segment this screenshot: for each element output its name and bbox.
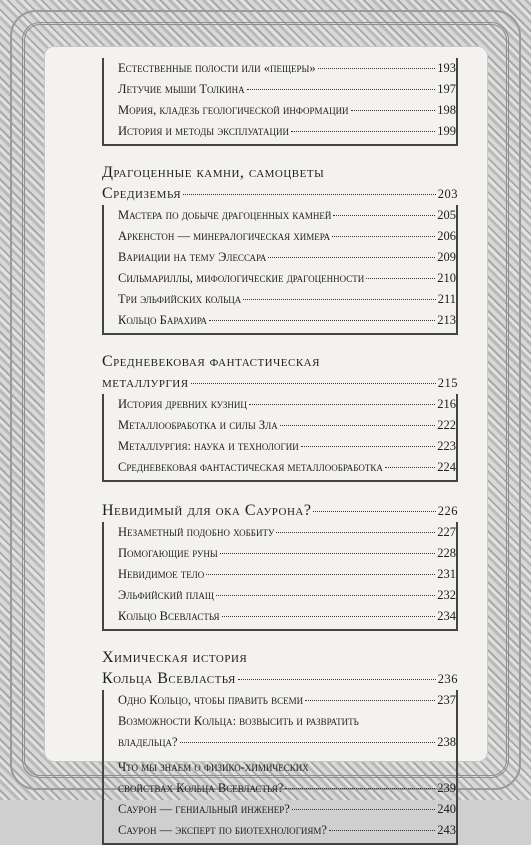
toc-entry[interactable]: Кольцо Барахира 213 [118, 313, 456, 327]
section-heading[interactable]: Драгоценные камни, самоцветы Средиземья 203 [102, 164, 458, 202]
toc-entry[interactable]: Помогающие руны 228 [118, 546, 456, 560]
toc-entry[interactable]: Возможности Кольца: возвысить и развратить владельца? 238 [118, 714, 456, 749]
section-entries [102, 522, 458, 631]
section-heading[interactable]: Невидимый для ока Саурона? 226 [102, 502, 458, 519]
section-entries [102, 394, 458, 482]
toc-entry[interactable]: История и методы эксплуатации 199 [118, 124, 456, 138]
toc-entry[interactable]: История древних кузниц 216 [118, 397, 456, 411]
toc-entry[interactable]: Вариации на тему Элессара 209 [118, 250, 456, 264]
section-heading[interactable]: Химическая история Кольца Всевластья 236 [102, 649, 458, 687]
toc-entry[interactable]: Эльфийский плащ 232 [118, 588, 456, 602]
toc-entry[interactable]: Средневековая фантастическая металлообработка 224 [118, 460, 456, 474]
toc-entry[interactable]: Естественные полости или «пещеры» 193 [118, 61, 456, 75]
section-entries [102, 205, 458, 335]
table-of-contents [102, 58, 458, 845]
toc-entry[interactable]: Летучие мыши Толкина 197 [118, 82, 456, 96]
toc-entry[interactable]: Сильмариллы, мифологические драгоценности 210 [118, 271, 456, 285]
toc-entry[interactable]: Мастера по добыче драгоценных камней 205 [118, 208, 456, 222]
section-heading[interactable]: Средневековая фантастическая металлургия 215 [102, 353, 458, 391]
toc-entry[interactable]: Три эльфийских кольца 211 [118, 292, 456, 306]
toc-entry[interactable]: Кольцо Всевластья 234 [118, 609, 456, 623]
toc-entry[interactable]: Аркенстон — минералогическая химера 206 [118, 229, 456, 243]
toc-entry[interactable]: Что мы знаем о физико-химических свойствах Кольца Всевластья? 239 [118, 760, 456, 795]
toc-entry[interactable]: Саурон — эксперт по биотехнологиям? 243 [118, 823, 456, 837]
toc-entry[interactable]: Металлообработка и силы Зла 222 [118, 418, 456, 432]
toc-entry[interactable]: Незаметный подобно хоббиту 227 [118, 525, 456, 539]
toc-entry[interactable]: Невидимое тело 231 [118, 567, 456, 581]
toc-entry[interactable]: Саурон — гениальный инженер? 240 [118, 802, 456, 816]
toc-entry[interactable]: Металлургия: наука и технологии 223 [118, 439, 456, 453]
toc-entry[interactable]: Одно Кольцо, чтобы править всеми 237 [118, 693, 456, 707]
intro-block [102, 58, 458, 146]
toc-entry[interactable]: Мория, кладезь геологической информации 198 [118, 103, 456, 117]
section-entries [102, 690, 458, 845]
